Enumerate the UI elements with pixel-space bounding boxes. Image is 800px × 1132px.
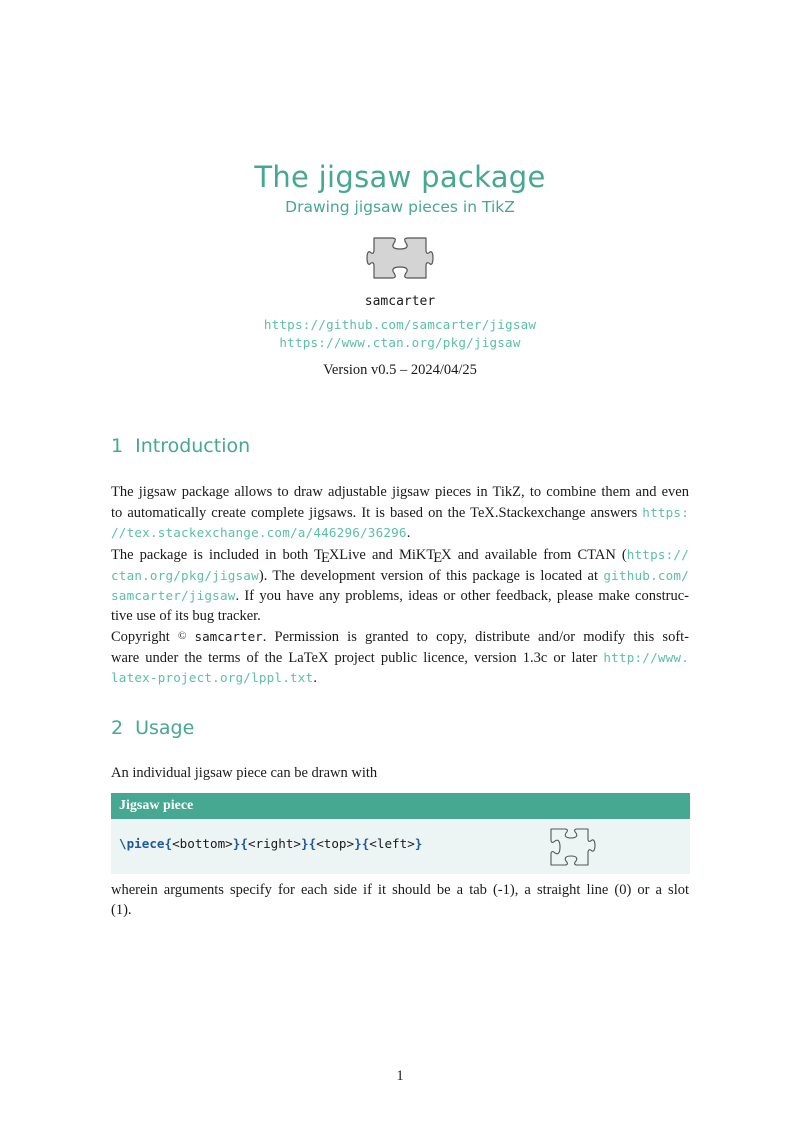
tex-logo-e: E <box>320 550 330 566</box>
text-line: An individual jigsaw piece can be drawn with <box>111 765 378 781</box>
tex-logo-e: E <box>433 550 443 566</box>
section-number: 2 <box>111 717 124 739</box>
github-link-inline-cont[interactable]: samcarter/jigsaw <box>111 588 236 603</box>
syntax-box <box>111 793 690 874</box>
ctan-link-inline[interactable]: https:// <box>626 547 689 562</box>
copyright-symbol: © <box>177 630 187 642</box>
section-heading-introduction <box>111 435 250 457</box>
copyright-author: samcarter <box>194 629 263 644</box>
usage-intro <box>111 764 689 784</box>
lppl-link[interactable]: http://www. <box>603 649 689 665</box>
arg-left: <left> <box>369 836 415 851</box>
text-span: . <box>406 525 411 541</box>
arg-right: <right> <box>247 836 302 851</box>
text-span: to automatically create complete jigsaws. It is based on the TeX.Stackexchange answers <box>111 504 643 521</box>
text-span: X and available from CTAN ( <box>441 547 627 563</box>
text-span: . Permission is granted to copy, distribute and/or modify this soft- <box>262 629 690 645</box>
text-line: (1). <box>111 901 132 918</box>
syntax-box-body <box>111 819 690 874</box>
ctan-link-inline-cont[interactable]: ctan.org/pkg/jigsaw <box>111 567 259 583</box>
text-span: XLive and MiKT <box>328 547 436 563</box>
document-subtitle: Drawing jigsaw pieces in TikZ <box>285 198 515 216</box>
github-link-inline[interactable]: github.com/ <box>603 567 689 583</box>
text-line: wherein arguments specify for each side if it should be a tab (-1), a straight line (0) or a slot <box>111 882 689 898</box>
arg-top: <top> <box>316 836 355 851</box>
text-span: ). The development version of this package is located at <box>258 567 604 584</box>
stackexchange-link[interactable]: https: <box>642 504 689 520</box>
page-number: 1 <box>396 1068 404 1084</box>
section-title: Usage <box>135 717 195 739</box>
arg-bottom: <bottom> <box>172 836 233 851</box>
version-date: Version v0.5 – 2024/04/25 <box>323 362 477 378</box>
paragraph-intro <box>111 483 689 544</box>
jigsaw-piece-outline-icon <box>548 826 600 872</box>
text-line: tive use of its bug tracker. <box>111 607 261 624</box>
command-syntax: \piece{<bottom>}{<right>}{<top>}{<left>} <box>119 836 423 851</box>
text-span: ware under the terms of the LaTeX project public licence, version 1.3c or later <box>111 649 604 666</box>
command-name: \piece <box>119 836 165 851</box>
ctan-link[interactable]: https://www.ctan.org/pkg/jigsaw <box>279 335 521 350</box>
paragraph-copyright <box>111 627 689 689</box>
text-line: The jigsaw package allows to draw adjustable jigsaw pieces in TikZ, to combine them and even <box>111 484 689 500</box>
text-span: . <box>313 670 317 686</box>
text-span: Copyright <box>111 629 178 645</box>
document-title: The jigsaw package <box>254 160 546 194</box>
lppl-link-cont[interactable]: latex-project.org/lppl.txt <box>111 670 314 685</box>
github-link[interactable]: https://github.com/samcarter/jigsaw <box>263 317 537 332</box>
section-title: Introduction <box>135 435 251 457</box>
author-name: samcarter <box>364 294 436 309</box>
section-number: 1 <box>111 435 124 457</box>
text-span: The package is included in both T <box>111 547 323 563</box>
usage-explanation <box>111 881 689 920</box>
text-span: . If you have any problems, ideas or other feedback, please make construc- <box>235 588 689 604</box>
paragraph-availability <box>111 545 689 626</box>
jigsaw-piece-icon <box>366 234 434 286</box>
syntax-box-title: Jigsaw piece <box>111 793 690 819</box>
section-heading-usage <box>111 717 194 739</box>
stackexchange-link-cont[interactable]: //tex.stackexchange.com/a/446296/36296 <box>111 525 407 540</box>
